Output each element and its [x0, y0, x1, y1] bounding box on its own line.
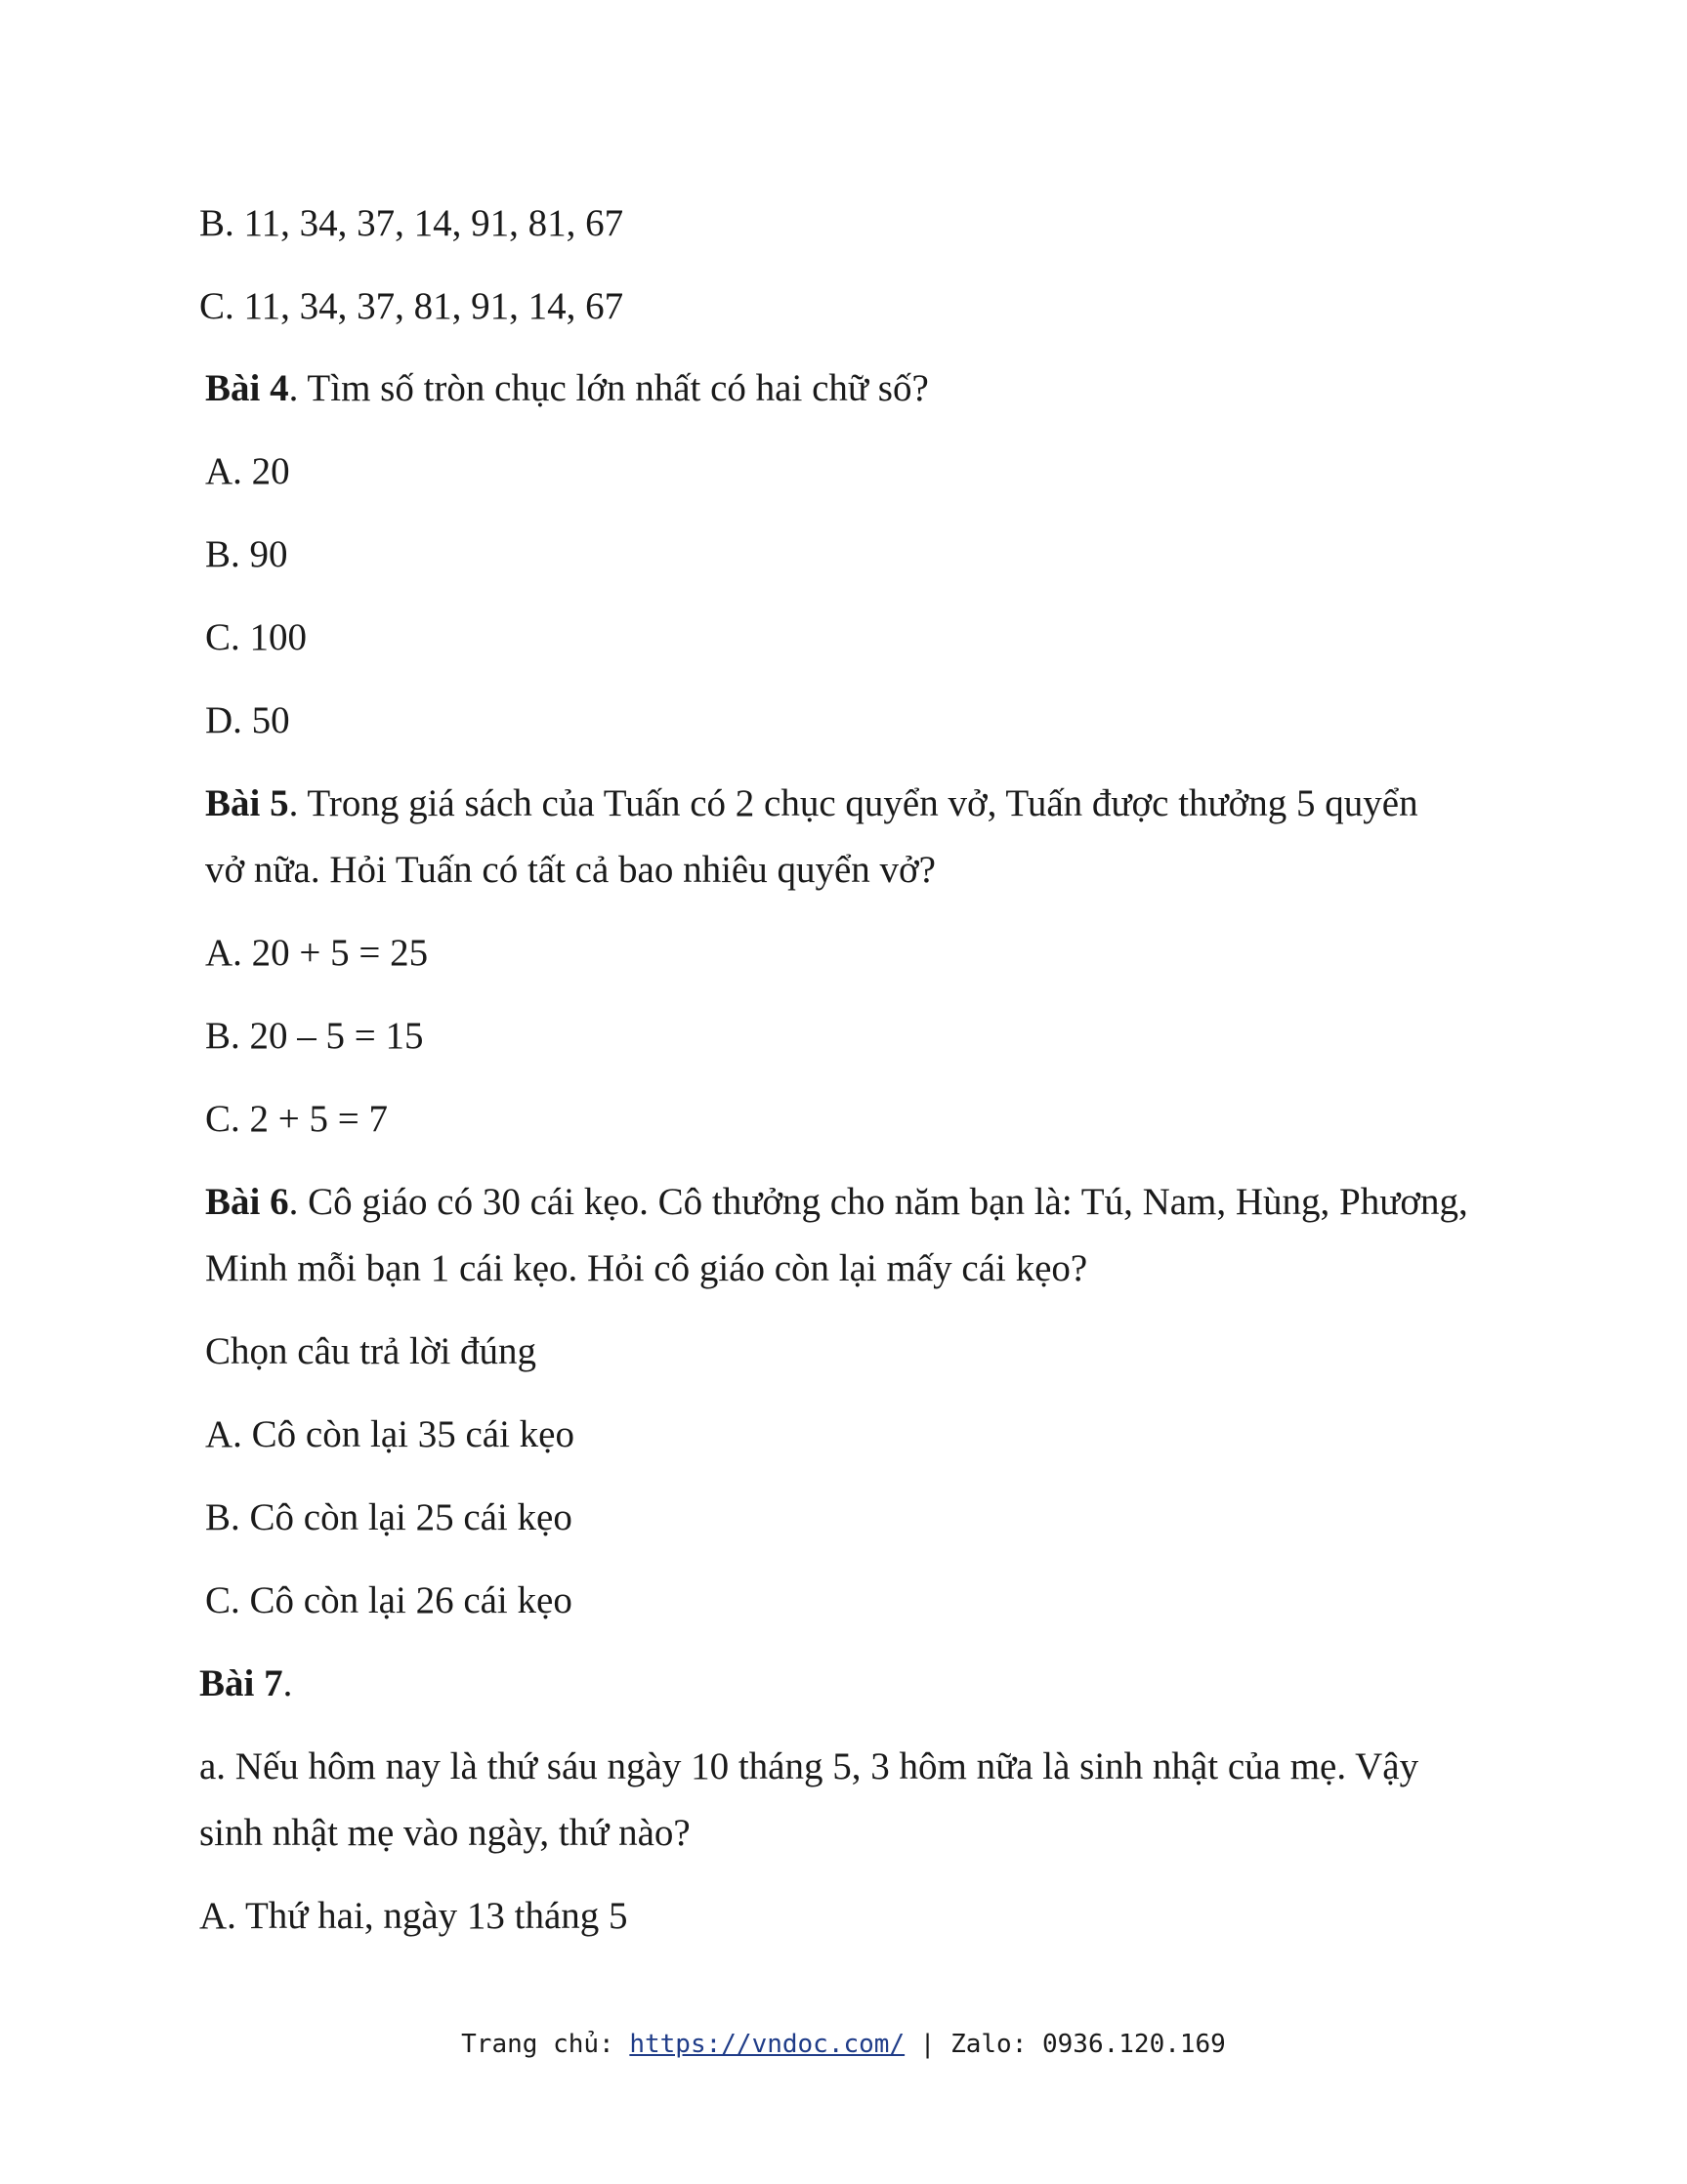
q6-question-line1	[205, 1183, 1468, 1221]
q4-option-d: D. 50	[205, 699, 290, 741]
q5-question-line2: vở nữa. Hỏi Tuấn có tất cả bao nhiêu quyển vở?	[205, 849, 936, 891]
q5-option-a: A. 20 + 5 = 25	[205, 932, 429, 974]
q4-option-b: B. 90	[205, 533, 288, 575]
q6-option-a: A. Cô còn lại 35 cái kẹo	[205, 1413, 574, 1455]
q6-option-b: B. Cô còn lại 25 cái kẹo	[205, 1496, 572, 1538]
q5-option-b: B. 20 – 5 = 15	[205, 1015, 424, 1057]
q5-option-c: C. 2 + 5 = 7	[205, 1098, 389, 1140]
q7-part-a-line2: sinh nhật mẹ vào ngày, thứ nào?	[199, 1812, 691, 1854]
q7-part-a-line1: a. Nếu hôm nay là thứ sáu ngày 10 tháng 5, 3 hôm nữa là sinh nhật của mẹ. Vậy	[199, 1745, 1419, 1787]
q4-question-text: . Tìm số tròn chục lớn nhất có hai chữ số?	[288, 367, 929, 409]
q7-label-suffix: .	[282, 1662, 293, 1704]
footer-home-label: Trang chủ:	[461, 2030, 630, 2059]
q6-label: Bài 6	[205, 1181, 289, 1223]
footer-separator: |	[905, 2030, 951, 2059]
q4-option-c: C. 100	[205, 616, 308, 658]
q5-question-text: . Trong giá sách của Tuấn có 2 chục quyển vở, Tuấn được thưởng 5 quyển	[288, 782, 1418, 824]
footer-home-link[interactable]: https://vndoc.com/	[629, 2030, 906, 2059]
q6-instruction: Chọn câu trả lời đúng	[205, 1330, 537, 1372]
q3-option-c: C. 11, 34, 37, 81, 91, 14, 67	[199, 285, 624, 327]
q6-question-text: . Cô giáo có 30 cái kẹo. Cô thưởng cho năm bạn là: Tú, Nam, Hùng, Phương,	[288, 1181, 1468, 1223]
q5-label: Bài 5	[205, 782, 289, 824]
q4-question	[205, 369, 929, 407]
q6-question-line2: Minh mỗi bạn 1 cái kẹo. Hỏi cô giáo còn lại mấy cái kẹo?	[205, 1247, 1088, 1289]
q5-question-line1	[205, 784, 1418, 822]
q3-option-b: B. 11, 34, 37, 14, 91, 81, 67	[199, 202, 624, 244]
page-footer	[0, 2032, 1687, 2057]
q6-option-c: C. Cô còn lại 26 cái kẹo	[205, 1579, 572, 1621]
q7-label: Bài 7	[199, 1662, 283, 1704]
q4-label: Bài 4	[205, 367, 289, 409]
q7-option-a: A. Thứ hai, ngày 13 tháng 5	[199, 1895, 628, 1937]
q4-option-a: A. 20	[205, 450, 290, 492]
footer-zalo: Zalo: 0936.120.169	[950, 2030, 1226, 2059]
q7-heading	[199, 1664, 292, 1702]
